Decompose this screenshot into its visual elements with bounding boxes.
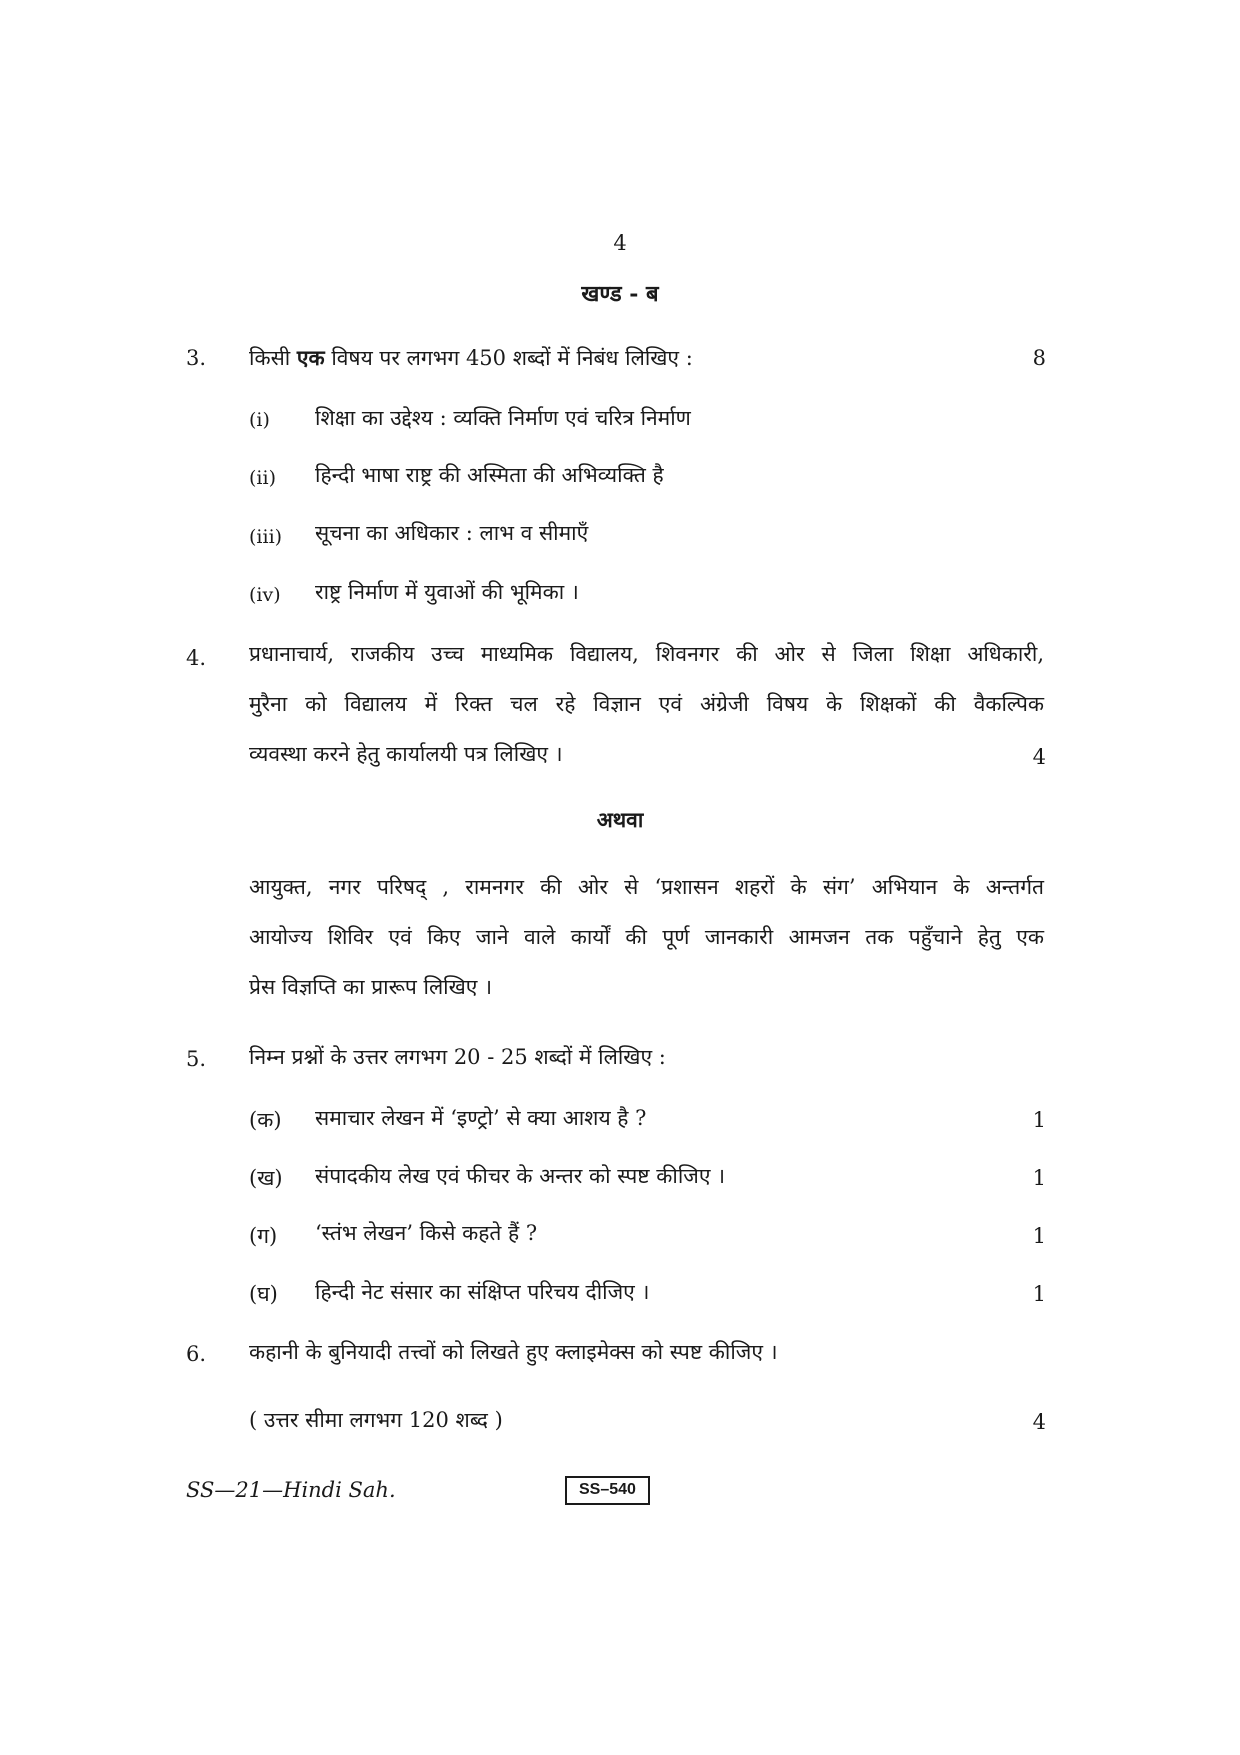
alternative-line: प्रेस विज्ञप्ति का प्रारूप लिखिए । xyxy=(249,975,493,999)
part-marks: 1 xyxy=(1032,1282,1046,1306)
option-text: हिन्दी भाषा राष्ट्र की अस्मिता की अभिव्यक्ति है xyxy=(315,463,664,487)
option-label: (ii) xyxy=(249,467,276,489)
question-4-line: व्यवस्था करने हेतु कार्यालयी पत्र लिखिए । xyxy=(249,742,563,766)
alternative-line: आयोज्य शिविर एवं किए जाने वाले कार्यों की पूर्ण जानकारी आमजन तक पहुँचाने हेतु एक xyxy=(249,925,1044,949)
question-6-marks: 4 xyxy=(1032,1410,1046,1434)
question-4-number: 4. xyxy=(186,646,207,670)
question-3-marks: 8 xyxy=(1032,346,1046,370)
option-text: सूचना का अधिकार : लाभ व सीमाएँ xyxy=(315,521,589,545)
alternative-text xyxy=(249,862,1044,1012)
part-label: (क) xyxy=(249,1108,282,1132)
option-label: (iv) xyxy=(249,584,281,606)
question-6-text: कहानी के बुनियादी तत्त्वों को लिखते हुए क्लाइमेक्स को स्पष्ट कीजिए । xyxy=(249,1340,778,1364)
part-marks: 1 xyxy=(1032,1166,1046,1190)
part-marks: 1 xyxy=(1032,1108,1046,1132)
question-4-line: प्रधानाचार्य, राजकीय उच्च माध्यमिक विद्यालय, शिवनगर की ओर से जिला शिक्षा अधिकारी, xyxy=(249,642,1044,666)
paper-code-label: SS—21—Hindi Sah. xyxy=(186,1478,396,1502)
option-text: शिक्षा का उद्देश्य : व्यक्ति निर्माण एवं चरित्र निर्माण xyxy=(315,406,691,430)
option-label: (i) xyxy=(249,409,270,431)
part-label: (ग) xyxy=(249,1224,278,1248)
question-3-number: 3. xyxy=(186,346,207,370)
part-marks: 1 xyxy=(1032,1224,1046,1248)
part-label: (ख) xyxy=(249,1166,283,1190)
question-5-text: निम्न प्रश्नों के उत्तर लगभग 20 - 25 शब्दों में लिखिए : xyxy=(249,1045,666,1069)
question-3-text-before: किसी xyxy=(249,346,297,370)
question-6-word-limit: ( उत्तर सीमा लगभग 120 शब्द ) xyxy=(249,1408,503,1432)
alternative-heading: अथवा xyxy=(596,807,644,832)
page-number: 4 xyxy=(613,231,627,255)
question-4-line: मुरैना को विद्यालय में रिक्त चल रहे विज्ञान एवं अंग्रेजी विषय के शिक्षकों की वैकल्पिक xyxy=(249,692,1044,716)
alternative-line: आयुक्त, नगर परिषद् , रामनगर की ओर से ‘प्रशासन शहरों के संग’ अभियान के अन्तर्गत xyxy=(249,875,1044,899)
option-label: (iii) xyxy=(249,526,283,548)
option-text: राष्ट्र निर्माण में युवाओं की भूमिका । xyxy=(315,580,579,604)
part-label: (घ) xyxy=(249,1282,278,1306)
question-3-emphasis: एक xyxy=(296,345,325,370)
paper-code-box: SS–540 xyxy=(565,1476,650,1505)
part-text: संपादकीय लेख एवं फीचर के अन्तर को स्पष्ट कीजिए । xyxy=(315,1164,726,1188)
part-text: ‘स्तंभ लेखन’ किसे कहते हैं ? xyxy=(315,1221,538,1245)
part-text: हिन्दी नेट संसार का संक्षिप्त परिचय दीजिए । xyxy=(315,1280,650,1304)
question-5-number: 5. xyxy=(186,1047,207,1071)
question-4-text xyxy=(249,629,1044,779)
question-3-text xyxy=(249,344,693,372)
part-text: समाचार लेखन में ‘इण्ट्रो’ से क्या आशय है ? xyxy=(315,1106,647,1130)
question-4-marks: 4 xyxy=(1032,745,1046,769)
question-6-number: 6. xyxy=(186,1342,207,1366)
section-title: खण्ड - ब xyxy=(581,281,659,307)
question-3-text-after: विषय पर लगभग 450 शब्दों में निबंध लिखिए : xyxy=(324,346,693,370)
